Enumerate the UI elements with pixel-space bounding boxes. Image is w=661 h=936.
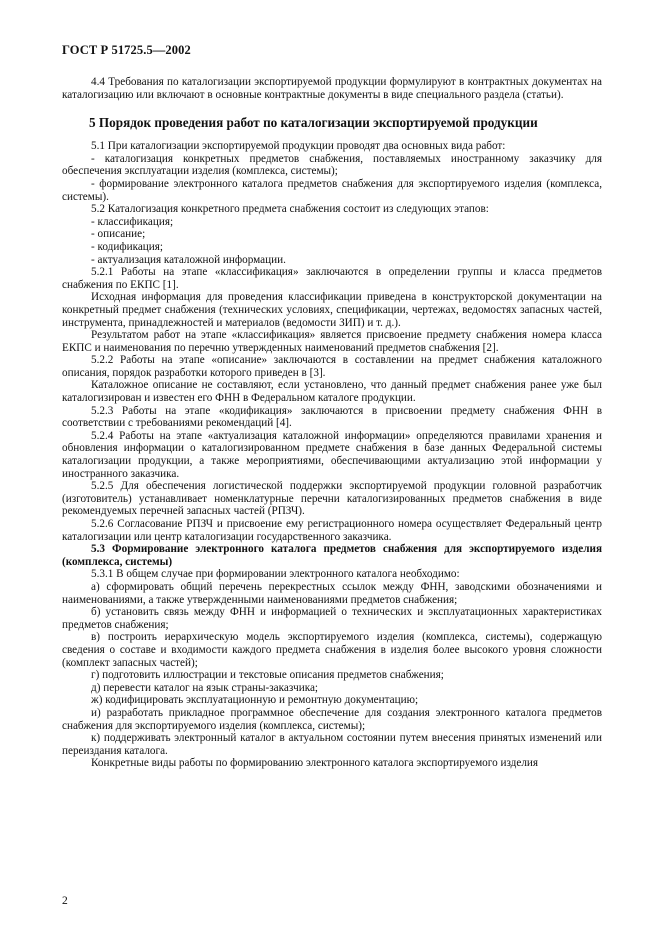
list-item: - формирование электронного каталога предметов снабжения для экспортируемого изделия (комплекса, системы). (62, 177, 602, 203)
subsection-5-3-heading: 5.3 Формирование электронного каталога предметов снабжения для экспортируемого изделия (комплекса, системы) (62, 543, 602, 568)
list-item: - описание; (91, 228, 146, 241)
list-item: б) установить связь между ФНН и информацией о технических и эксплуатационных характеристиках предметов снабжения; (62, 606, 602, 631)
paragraph: Конкретные виды работы по формированию электронного каталога экспортируемого изделия (91, 757, 539, 770)
paragraph-5-1: 5.1 При каталогизации экспортируемой продукции проводят два основных вида работ: (91, 140, 506, 153)
list-item: ж) кодифицировать эксплуатационную и ремонтную документацию; (91, 694, 419, 707)
paragraph-5-3-1: 5.3.1 В общем случае при формировании электронного каталога необходимо: (91, 568, 460, 581)
paragraph-5-2-3: 5.2.3 Работы на этапе «кодификация» заключаются в присвоении предмету снабжения ФНН в соответствии с требованиями рекомендаций [4]. (62, 404, 602, 430)
paragraph: Результатом работ на этапе «классификация» является присвоение предмету снабжения номера класса ЕКПС и наименования по перечню утвержденных наименований предметов снабжения [2]. (62, 329, 602, 354)
paragraph-5-2-1: 5.2.1 Работы на этапе «классификация» заключаются в определении группы и класса предметов снабжения по ЕКПС [1]. (62, 266, 602, 291)
list-item: и) разработать прикладное программное обеспечение для создания электронного каталога предметов снабжения для экспортируемого изделия (комплекса, системы); (62, 706, 602, 732)
paragraph: Каталожное описание не составляют, если установлено, что данный предмет снабжения ранее уже был каталогизирован и известен его ФНН в Федеральном каталоге продукции. (62, 379, 602, 405)
document-body (62, 76, 602, 770)
list-item: д) перевести каталог на язык страны-заказчика; (91, 681, 319, 694)
paragraph-4-4: 4.4 Требования по каталогизации экспортируемой продукции формулируют в контрактных документах на каталогизацию или включают в основные контрактные документы в виде специального раздела (статьи). (62, 76, 602, 101)
paragraph-5-2-6: 5.2.6 Согласование РПЗЧ и присвоение ему регистрационного номера осуществляет Федеральный центр каталогизации или центр каталогизации государственного заказчика. (62, 518, 602, 543)
paragraph-5-2-2: 5.2.2 Работы на этапе «описание» заключаются в составлении на предмет снабжения каталожного описания, порядок разработки которого приведен в [3]. (62, 354, 602, 379)
list-item: а) сформировать общий перечень перекрестных ссылок между ФНН, заводскими обозначениями и наименованиями, а также утвержденными наименованиями предметов снабжения; (62, 580, 602, 606)
section-5-heading: 5 Порядок проведения работ по каталогизации экспортируемой продукции (89, 115, 538, 131)
list-item: - кодификация; (91, 240, 164, 253)
list-item: - классификация; (91, 215, 174, 228)
paragraph-5-2-5: 5.2.5 Для обеспечения логистической поддержки экспортируемой продукции головной разработчик (изготовитель) устанавливает номенклатурные перечни каталогизированных предметов снабжения в виде рекомендуемых перечней запасных частей (РПЗЧ). (62, 480, 602, 518)
list-item: в) построить иерархическую модель экспортируемого изделия (комплекса, системы), содержащую сведения о составе и входимости каждого предмета снабжения в изделия более высокого уровня сложности (комплект запасных частей); (62, 631, 602, 669)
paragraph-5-2: 5.2 Каталогизация конкретного предмета снабжения состоит из следующих этапов: (91, 203, 489, 216)
document-header: ГОСТ Р 51725.5—2002 (62, 43, 191, 57)
list-item: - актуализация каталожной информации. (91, 253, 286, 266)
list-item: к) поддерживать электронный каталог в актуальном состоянии путем внесения принятых изменений или переиздания каталога. (62, 732, 602, 757)
paragraph-5-2-4: 5.2.4 Работы на этапе «актуализация каталожной информации» определяются правилами хранения и обновления информации о каталогизированном предмете снабжения в базе данных Федеральной системы каталогизации продукции, а также мероприятиями, обеспечивающими актуализацию этой информации у иностранного заказчика. (62, 429, 602, 480)
list-item: г) подготовить иллюстрации и текстовые описания предметов снабжения; (91, 669, 444, 682)
list-item: - каталогизация конкретных предметов снабжения, поставляемых иностранному заказчику для обеспечения эксплуатации изделия (комплекса, системы); (62, 152, 602, 178)
paragraph: Исходная информация для проведения классификации приведена в конструкторской документации на конкретный предмет снабжения (технических условиях, спецификации, чертежах, ведомостях запасных частей, инструмента, принадлежностей и материалов (ведомости ЗИП) и т. д.). (62, 291, 602, 329)
page-number: 2 (62, 895, 68, 907)
